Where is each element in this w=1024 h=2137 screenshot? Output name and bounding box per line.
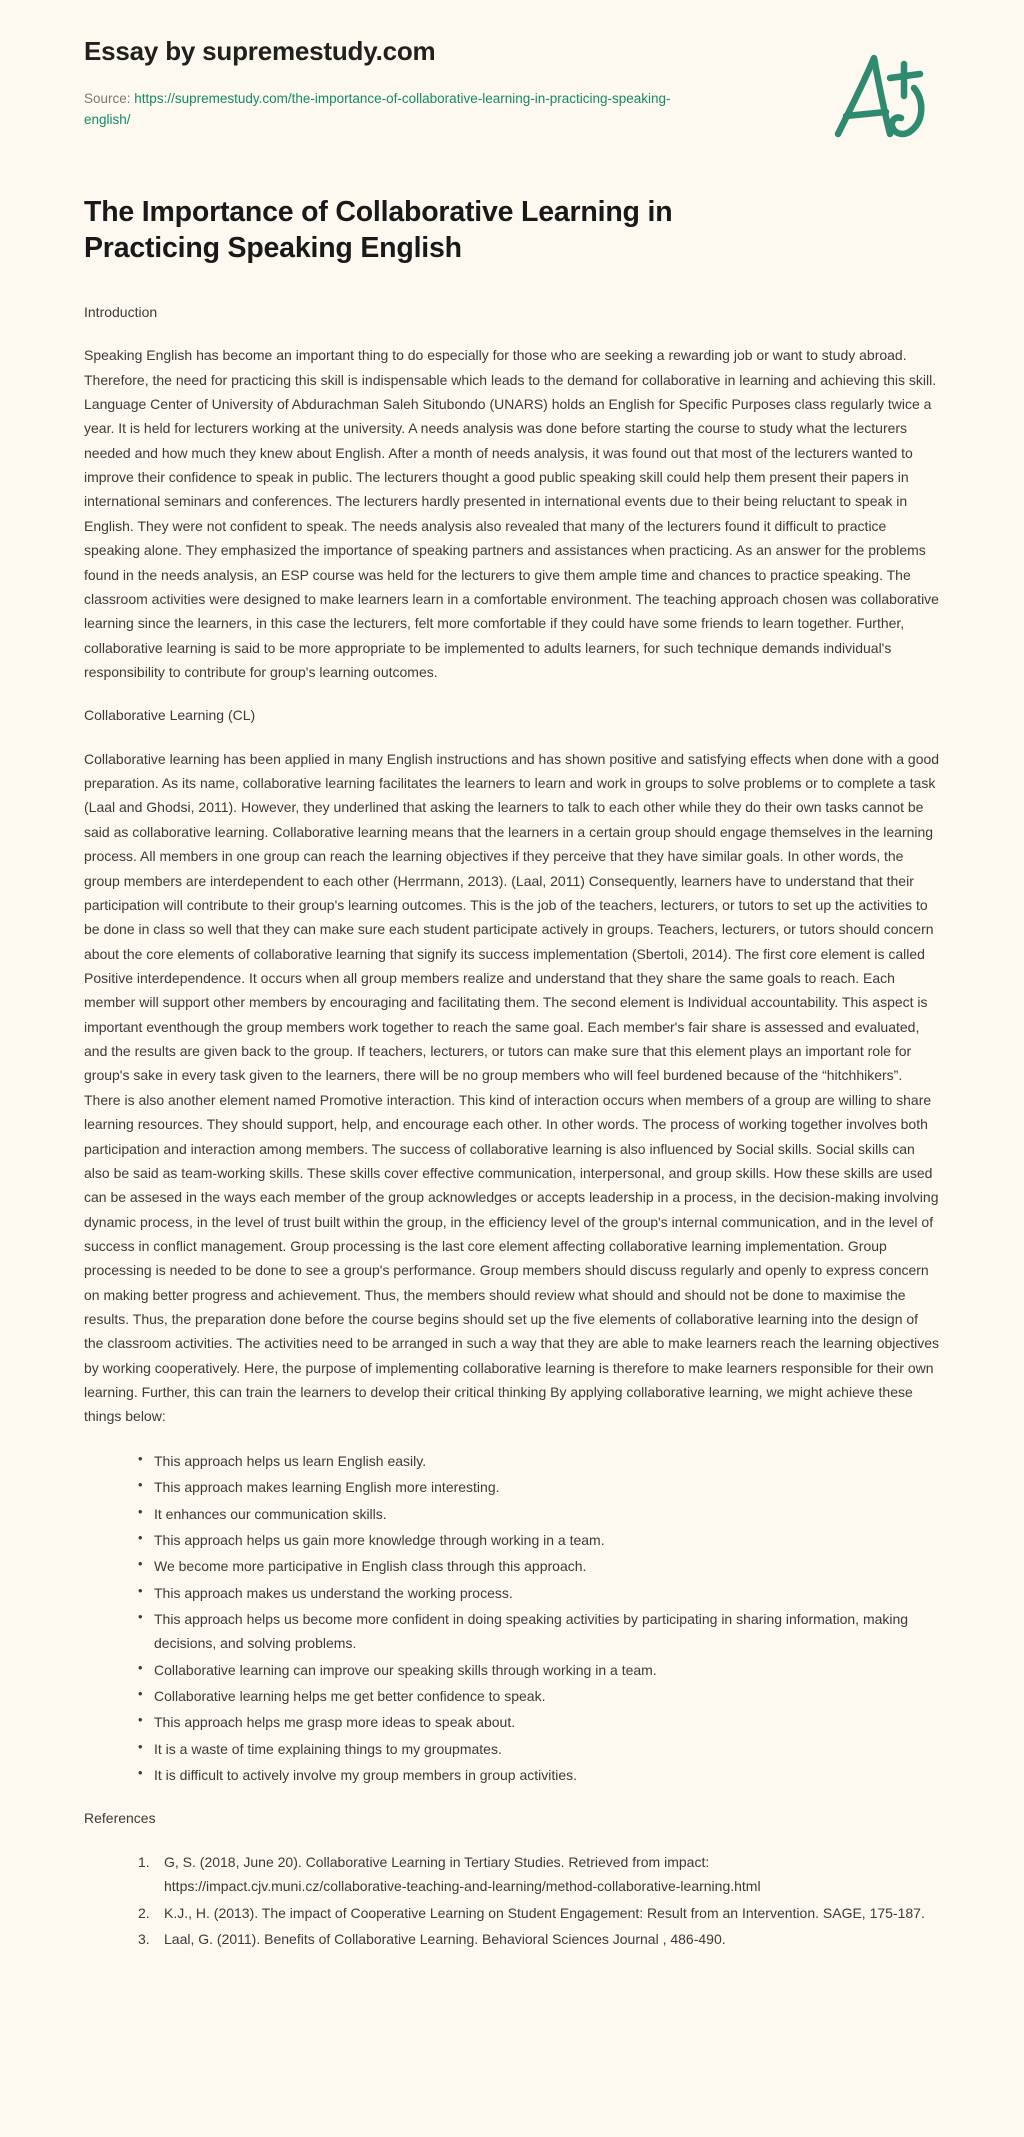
a-plus-logo-icon bbox=[830, 44, 940, 144]
benefits-list bbox=[84, 1449, 940, 1788]
article-body bbox=[0, 194, 1024, 1993]
reference-item: Laal, G. (2011). Benefits of Collaborative Learning. Behavioral Sciences Journal , 486-490. bbox=[164, 1930, 726, 1947]
references-list bbox=[84, 1850, 940, 1951]
list-item: • This approach helps me grasp more ideas to speak about. bbox=[138, 1710, 940, 1734]
source-label: Source: bbox=[84, 91, 131, 107]
source-line bbox=[84, 89, 684, 131]
list-item: • This approach helps us learn English easily. bbox=[138, 1449, 940, 1473]
list-item: • This approach makes us understand the working process. bbox=[138, 1581, 940, 1605]
paragraph-collaborative-learning: Collaborative learning has been applied in many English instructions and has shown positive and satisfying effects when done with a good preparation. As its name, collaborative learning facilitates the learners to learn and work in groups to solve problems or to complete a task (Laal and Ghodsi, 2011). However, they underlined that asking the learners to talk to each other while they do their own tasks cannot be said as collaborative learning. Collaborative learning means that the learners in a certain group should engage themselves in the learning process. All members in one group can reach the learning objectives if they perceive that they have similar goals. In other words, the group members are interdependent to each other (Herrmann, 2013). (Laal, 2011) Consequently, learners have to understand that their participation will contribute to their group's learning outcomes. This is the job of the teachers, lecturers, or tutors to set up the activities to be done in class so well that they can make sure each student participate actively in groups. Teachers, lecturers, or tutors should concern about the core elements of collaborative learning that signify its success implementation (Sbertoli, 2014). The first core element is called Positive interdependence. It occurs when all group members realize and understand that they share the same goals to reach. Each member will support other members by encouraging and facilitating them. The second element is Individual accountability. This aspect is important eventhough the group members work together to reach the same goal. Each member's fair share is assessed and evaluated, and the results are given back to the group. If teachers, lecturers, or tutors can make sure that this element plays an important role for group's sake in every task given to the learners, there will be no group members who will feel burdened because of the “hitchhikers”. There is also another element named Promotive interaction. This kind of interaction occurs when members of a group are willing to share learning resources. They should support, help, and encourage each other. In other words. The process of working together involves both participation and interaction among members. The success of collaborative learning is also influenced by Social skills. Social skills can also be said as team-working skills. These skills cover effective communication, interpersonal, and group skills. How these skills are used can be assesed in the ways each member of the group acknowledges or accepts leadership in a process, in the decision-making involving dynamic process, in the level of trust built within the group, in the efficiency level of the group's internal communication, and in the level of success in conflict management. Group processing is the last core element affecting collaborative learning implementation. Group processing is needed to be done to see a group's performance. Group members should discuss regularly and openly to express concern on making better progress and achievement. Thus, the members should review what should and should not be done to maximise the results. Thus, the preparation done before the course begins should set up the five elements of collaborative learning into the design of the classroom activities. The activities need to be arranged in such a way that they are able to make learners reach the learning objectives by working cooperatively. Here, the purpose of implementing collaborative learning is therefore to make learners responsible for their own learning. Further, this can train the learners to develop their critical thinking By applying collaborative learning, we might achieve these things below: bbox=[84, 750, 940, 1425]
list-item: • Collaborative learning helps me get better confidence to speak. bbox=[138, 1684, 940, 1708]
page-title: The Importance of Collaborative Learning in Practicing Speaking English bbox=[84, 196, 673, 265]
list-item: • This approach helps us become more confident in doing speaking activities by participating in sharing information, making decisions, and solving problems. bbox=[138, 1607, 940, 1656]
heading-references: References bbox=[84, 1810, 156, 1827]
reference-item: K.J., H. (2013). The impact of Cooperative Learning on Student Engagement: Result from an Intervention. SAGE, 175-187. bbox=[164, 1904, 925, 1921]
list-item: • We become more participative in English class through this approach. bbox=[138, 1554, 940, 1578]
list-item: • This approach makes learning English more interesting. bbox=[138, 1475, 940, 1499]
site-title: Essay by supremestudy.com bbox=[84, 36, 436, 66]
list-item: • It is difficult to actively involve my group members in group activities. bbox=[138, 1763, 940, 1787]
list-item: • This approach helps us gain more knowledge through working in a team. bbox=[138, 1528, 940, 1552]
source-url-link[interactable]: https://supremestudy.com/the-importance-of-collaborative-learning-in-practicing-speaking-english/ bbox=[84, 91, 671, 128]
site-header bbox=[0, 0, 1024, 170]
list-item: • It is a waste of time explaining things to my groupmates. bbox=[138, 1737, 940, 1761]
heading-introduction: Introduction bbox=[84, 303, 158, 320]
paragraph-introduction: Speaking English has become an important thing to do especially for those who are seeking a rewarding job or want to study abroad. Therefore, the need for practicing this skill is indispensable which leads to the demand for collaborative in learning and achieving this skill. Language Center of University of Abdurachman Saleh Situbondo (UNARS) holds an English for Specific Purposes class regularly twice a year. It is held for lecturers working at the university. A needs analysis was done before starting the course to study what the lecturers needed and how much they knew about English. After a month of needs analysis, it was found out that most of the lecturers wanted to improve their confidence to speak in public. The lecturers thought a good public speaking skill could help them present their papers in international seminars and conferences. The lecturers hardly presented in international events due to their being reluctant to speak in English. They were not confident to speak. The needs analysis also revealed that many of the lecturers found it difficult to practice speaking alone. They emphasized the importance of speaking partners and assistances when practicing. As an answer for the problems found in the needs analysis, an ESP course was held for the lecturers to give them ample time and chances to practice speaking. The classroom activities were designed to make learners learn in a comfortable environment. The teaching approach chosen was collaborative learning since the learners, in this case the lecturers, felt more comfortable if they could have some friends to learn together. Further, collaborative learning is said to be more appropriate to be implemented to adults learners, for such technique demands individual's responsibility to contribute for group's learning outcomes. bbox=[84, 347, 939, 680]
heading-collaborative-learning: Collaborative Learning (CL) bbox=[84, 707, 256, 724]
list-item: • It enhances our communication skills. bbox=[138, 1502, 940, 1526]
reference-item: G, S. (2018, June 20). Collaborative Learning in Tertiary Studies. Retrieved from impact: https://impact.cjv.muni.cz/collaborative-teaching-and-learning/method-collaborative-learning.html bbox=[164, 1853, 761, 1895]
list-item: • Collaborative learning can improve our speaking skills through working in a team. bbox=[138, 1658, 940, 1682]
